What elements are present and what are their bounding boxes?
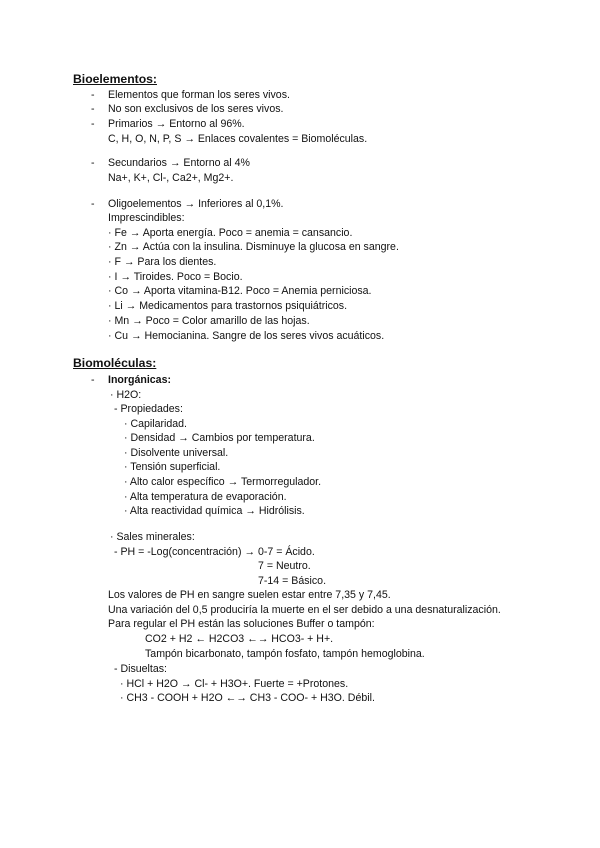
list-item: · Fe → Aporta energía. Poco = anemia = cansancio.	[108, 227, 353, 239]
equation-line: CO2 + H2 ← H2CO3 ←→ HCO3- + H+.	[145, 633, 334, 645]
list-dash: -	[91, 374, 95, 386]
list-item: · Zn → Actúa con la insulina. Disminuye la glucosa en sangre.	[108, 241, 399, 253]
list-item: · Co → Aporta vitamina-B12. Poco = Anemia perniciosa.	[108, 285, 372, 297]
list-item: · Capilaridad.	[124, 418, 188, 430]
list-item: · H2O:	[110, 389, 142, 401]
list-item: Secundarios → Entorno al 4%	[108, 157, 250, 169]
list-item: · Alta reactividad química → Hidrólisis.	[124, 505, 305, 517]
list-dash: -	[91, 198, 95, 210]
equation-line: · CH3 - COOH + H2O ←→ CH3 - COO- + H3O. Débil.	[120, 692, 375, 704]
list-item: Elementos que forman los seres vivos.	[108, 89, 290, 101]
list-dash: -	[91, 157, 95, 169]
list-item: Primarios → Entorno al 96%.	[108, 118, 245, 130]
list-item: · Disolvente universal.	[124, 447, 229, 459]
subsection-title-inorganicas: Inorgánicas:	[108, 374, 171, 386]
list-item: · F → Para los dientes.	[108, 256, 217, 268]
list-item: Oligoelementos → Inferiores al 0,1%.	[108, 198, 284, 210]
list-item: C, H, O, N, P, S → Enlaces covalentes = Biomoléculas.	[108, 133, 368, 145]
list-item: - PH = -Log(concentración) → 0-7 = Ácido.	[114, 546, 315, 558]
list-dash: -	[91, 103, 95, 115]
list-item: · Li → Medicamentos para trastornos psiquiátricos.	[108, 300, 348, 312]
list-dash: -	[91, 89, 95, 101]
list-item: 7 = Neutro.	[258, 560, 311, 572]
list-item: No son exclusivos de los seres vivos.	[108, 103, 284, 115]
paragraph-line: Para regular el PH están las soluciones Buffer o tampón:	[108, 618, 375, 630]
section-title-biomoleculas: Biomoléculas:	[73, 356, 157, 370]
list-item: - Propiedades:	[114, 403, 183, 415]
section-title-bioelementos: Bioelementos:	[73, 72, 157, 86]
list-item: - Disueltas:	[114, 663, 167, 675]
list-item: · Cu → Hemocianina. Sangre de los seres vivos acuáticos.	[108, 330, 385, 342]
list-item: 7-14 = Básico.	[258, 575, 327, 587]
equation-line: · HCl + H2O → Cl- + H3O+. Fuerte = +Protones.	[120, 678, 349, 690]
list-item: · Densidad → Cambios por temperatura.	[124, 432, 315, 444]
list-item: · I → Tiroides. Poco = Bocio.	[108, 271, 243, 283]
list-item: · Alta temperatura de evaporación.	[124, 491, 287, 503]
list-item: Na+, K+, Cl-, Ca2+, Mg2+.	[108, 172, 234, 184]
paragraph-line: Los valores de PH en sangre suelen estar entre 7,35 y 7,45.	[108, 589, 391, 601]
list-item: Imprescindibles:	[108, 212, 185, 224]
paragraph-line: Una variación del 0,5 produciría la muerte en el ser debido a una desnaturalización.	[108, 604, 501, 616]
list-item: · Sales minerales:	[110, 531, 195, 543]
paragraph-line: Tampón bicarbonato, tampón fosfato, tampón hemoglobina.	[145, 648, 425, 660]
list-item: · Tensión superficial.	[124, 461, 221, 473]
list-item: · Alto calor específico → Termorregulador.	[124, 476, 322, 488]
list-dash: -	[91, 118, 95, 130]
list-item: · Mn → Poco = Color amarillo de las hojas.	[108, 315, 310, 327]
